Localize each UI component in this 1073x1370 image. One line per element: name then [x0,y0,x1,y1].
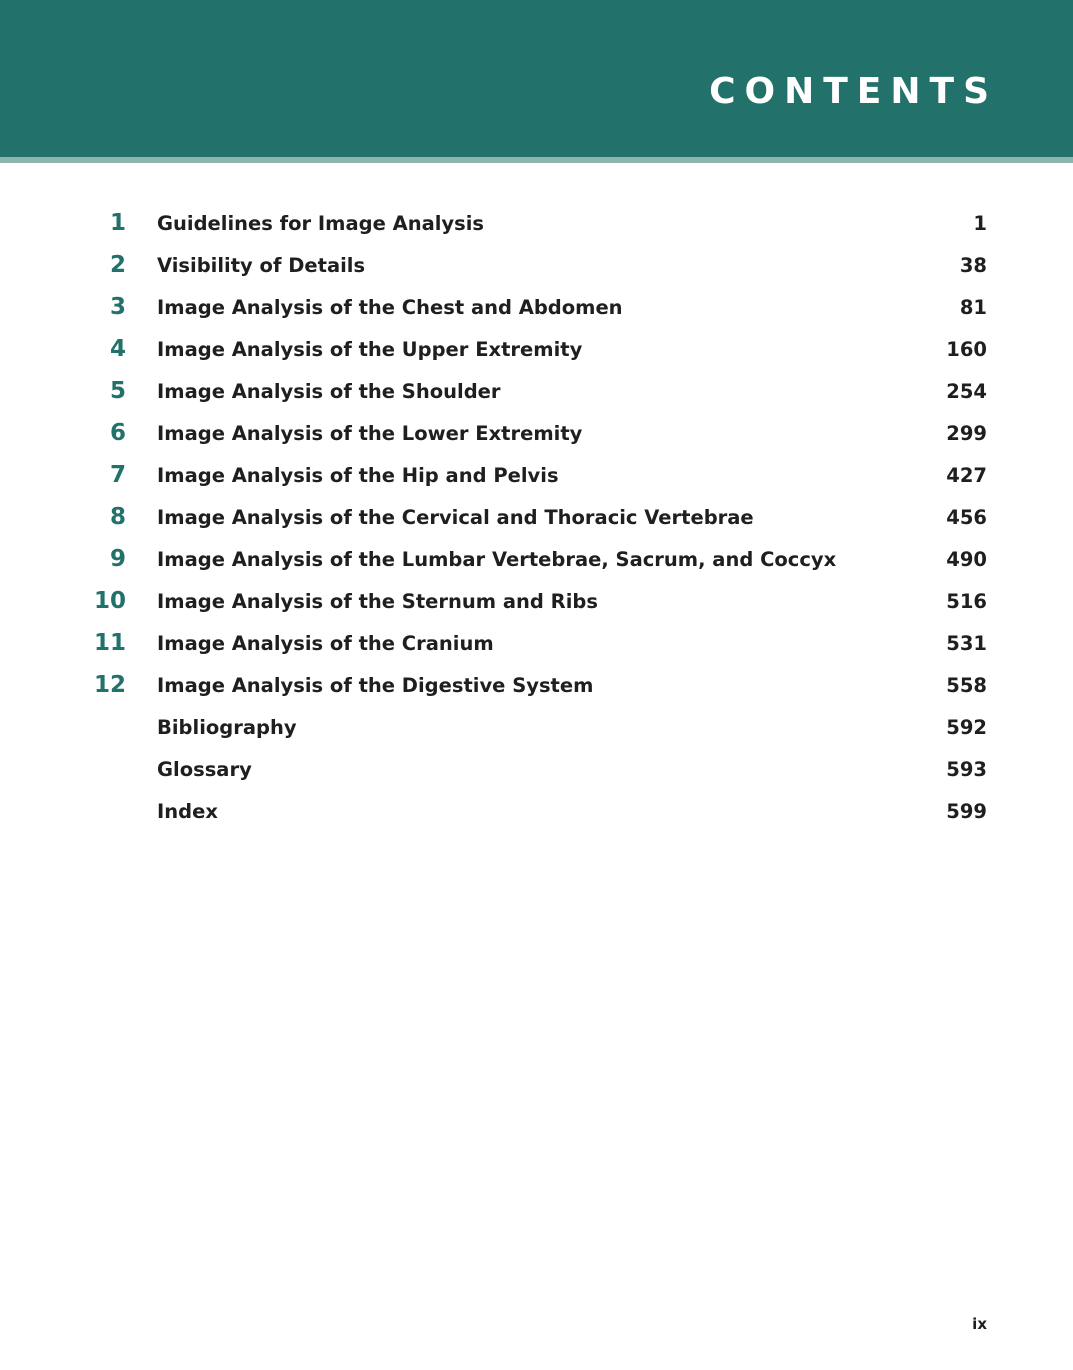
page-number: 38 [959,254,987,277]
chapter-title: Image Analysis of the Digestive System [157,674,594,697]
toc-entry-bibliography[interactable] [0,706,1073,748]
chapter-title: Guidelines for Image Analysis [157,212,485,235]
chapter-title: Image Analysis of the Cervical and Thoracic Vertebrae [157,506,754,529]
page-number: 1 [973,212,987,235]
section-title: Index [157,800,218,823]
chapter-number: 1 [109,210,126,236]
toc-entry-2[interactable] [0,244,1073,286]
page-number: 558 [946,674,987,697]
toc-entry-4[interactable] [0,328,1073,370]
chapter-number: 12 [93,672,126,698]
page-number: 254 [946,380,987,403]
chapter-title: Image Analysis of the Upper Extremity [157,338,583,361]
toc-entry-3[interactable] [0,286,1073,328]
folio-page-number: ix [972,1315,987,1333]
chapter-number: 6 [109,420,126,446]
chapter-title: Image Analysis of the Shoulder [157,380,501,403]
section-title: Glossary [157,758,252,781]
chapter-number: 2 [109,252,126,278]
chapter-number: 4 [109,336,126,362]
page-number: 592 [946,716,987,739]
chapter-number: 10 [93,588,126,614]
chapter-title: Image Analysis of the Chest and Abdomen [157,296,623,319]
page-number: 490 [946,548,987,571]
toc-entry-9[interactable] [0,538,1073,580]
toc-entry-10[interactable] [0,580,1073,622]
section-title: Bibliography [157,716,297,739]
header-divider [0,157,1073,163]
toc-entry-index[interactable] [0,790,1073,832]
toc-entry-glossary[interactable] [0,748,1073,790]
chapter-number: 11 [93,630,126,656]
chapter-number: 8 [109,504,126,530]
page-number: 516 [946,590,987,613]
chapter-number: 5 [109,378,126,404]
chapter-title: Image Analysis of the Cranium [157,632,494,655]
page-number: 81 [959,296,987,319]
page-number: 593 [946,758,987,781]
header-banner [0,0,1073,157]
page-title: CONTENTS [709,71,998,112]
chapter-title: Image Analysis of the Lumbar Vertebrae, Sacrum, and Coccyx [157,548,837,571]
chapter-number: 9 [109,546,126,572]
chapter-title: Image Analysis of the Lower Extremity [157,422,583,445]
page-number: 427 [946,464,987,487]
chapter-title: Image Analysis of the Sternum and Ribs [157,590,598,613]
toc-entry-1[interactable] [0,202,1073,244]
chapter-title: Visibility of Details [157,254,366,277]
chapter-number: 7 [109,462,126,488]
toc-entry-7[interactable] [0,454,1073,496]
table-of-contents [0,202,1073,832]
page-number: 599 [946,800,987,823]
toc-entry-12[interactable] [0,664,1073,706]
toc-entry-6[interactable] [0,412,1073,454]
chapter-title: Image Analysis of the Hip and Pelvis [157,464,559,487]
chapter-number: 3 [109,294,126,320]
toc-entry-11[interactable] [0,622,1073,664]
page-number: 456 [946,506,987,529]
toc-entry-5[interactable] [0,370,1073,412]
toc-entry-8[interactable] [0,496,1073,538]
page-number: 299 [946,422,987,445]
page-number: 160 [946,338,987,361]
page-number: 531 [946,632,987,655]
